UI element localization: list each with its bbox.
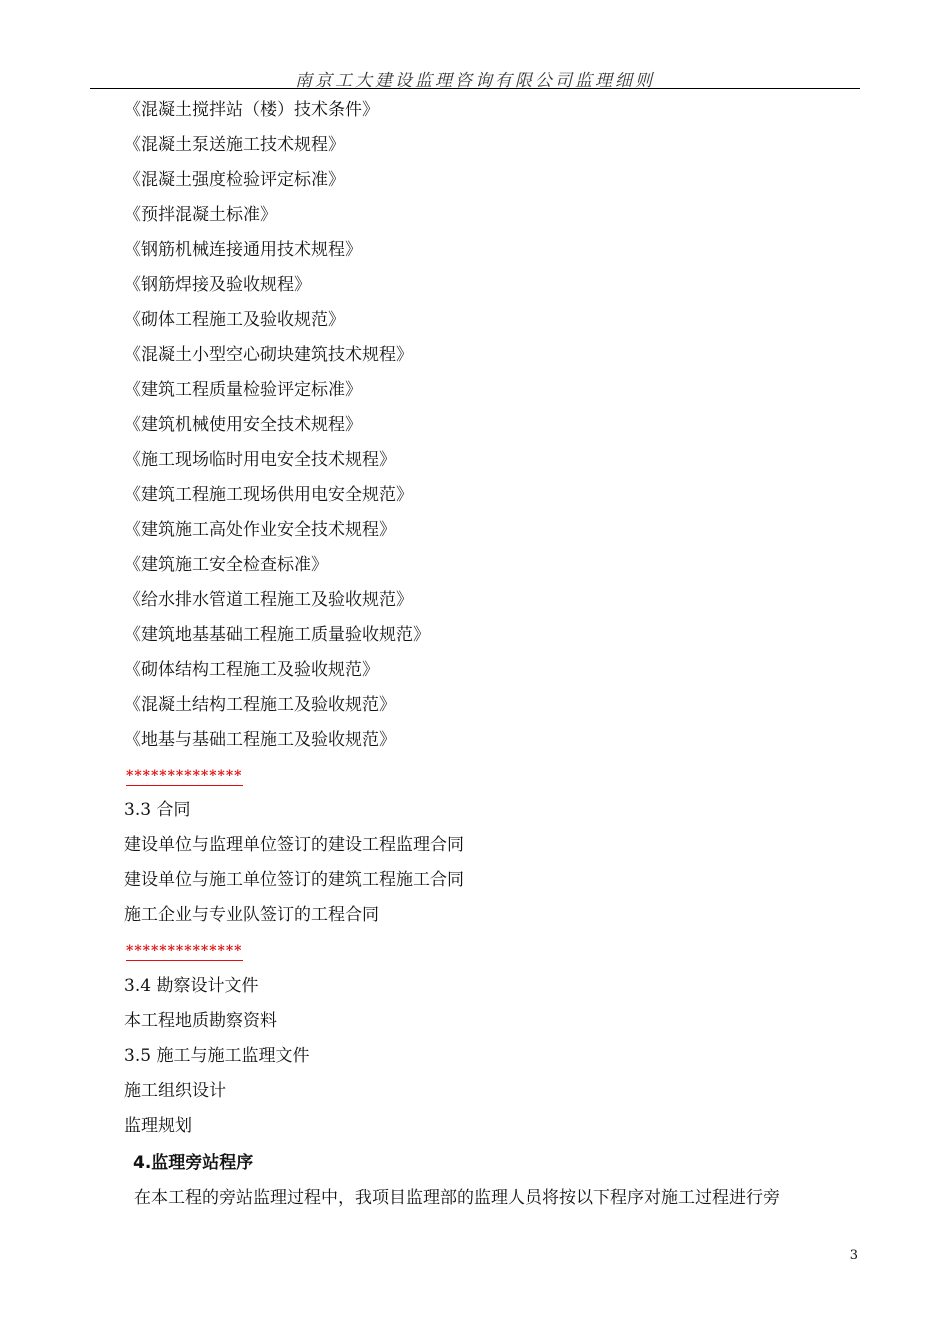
standard-item: 《混凝土小型空心砌块建筑技术规程》 [124,345,413,365]
standard-item: 《混凝土强度检验评定标准》 [124,170,345,190]
standard-item: 《混凝土泵送施工技术规程》 [124,135,345,155]
procedure-heading: 4.监理旁站程序 [133,1153,254,1173]
header-rule [90,88,860,89]
standard-item: 《砌体结构工程施工及验收规范》 [124,660,379,680]
standard-item: 《建筑工程施工现场供用电安全规范》 [124,485,413,505]
standard-item: 《建筑机械使用安全技术规程》 [124,415,362,435]
standard-item: 《施工现场临时用电安全技术规程》 [124,450,396,470]
separator-stars: ************** [126,943,243,959]
standard-item: 《建筑工程质量检验评定标准》 [124,380,362,400]
procedure-paragraph: 在本工程的旁站监理过程中，我项目监理部的监理人员将按以下程序对施工过程进行旁 [134,1188,780,1208]
survey-item: 本工程地质勘察资料 [124,1011,277,1031]
standard-item: 《砌体工程施工及验收规范》 [124,310,345,330]
standard-item: 《地基与基础工程施工及验收规范》 [124,730,396,750]
construction-item: 监理规划 [124,1116,192,1136]
section-heading: 3.5 施工与施工监理文件 [124,1046,310,1066]
section-heading: 3.4 勘察设计文件 [124,976,259,996]
page-header-title: 南京工大建设监理咨询有限公司监理细则 [295,71,655,91]
page-number: 3 [849,1248,858,1263]
standard-item: 《预拌混凝土标准》 [124,205,277,225]
standard-item: 《混凝土搅拌站（楼）技术条件》 [124,100,379,120]
contract-item: 建设单位与施工单位签订的建筑工程施工合同 [124,870,464,890]
contract-item: 施工企业与专业队签订的工程合同 [124,905,379,925]
standard-item: 《建筑施工安全检查标准》 [124,555,328,575]
construction-item: 施工组织设计 [124,1081,226,1101]
standard-item: 《钢筋焊接及验收规程》 [124,275,311,295]
contract-item: 建设单位与监理单位签订的建设工程监理合同 [124,835,464,855]
standard-item: 《混凝土结构工程施工及验收规范》 [124,695,396,715]
standard-item: 《建筑地基基础工程施工质量验收规范》 [124,625,430,645]
standard-item: 《给水排水管道工程施工及验收规范》 [124,590,413,610]
standard-item: 《建筑施工高处作业安全技术规程》 [124,520,396,540]
section-heading: 3.3 合同 [124,800,191,820]
separator-stars: ************** [126,768,243,784]
standard-item: 《钢筋机械连接通用技术规程》 [124,240,362,260]
